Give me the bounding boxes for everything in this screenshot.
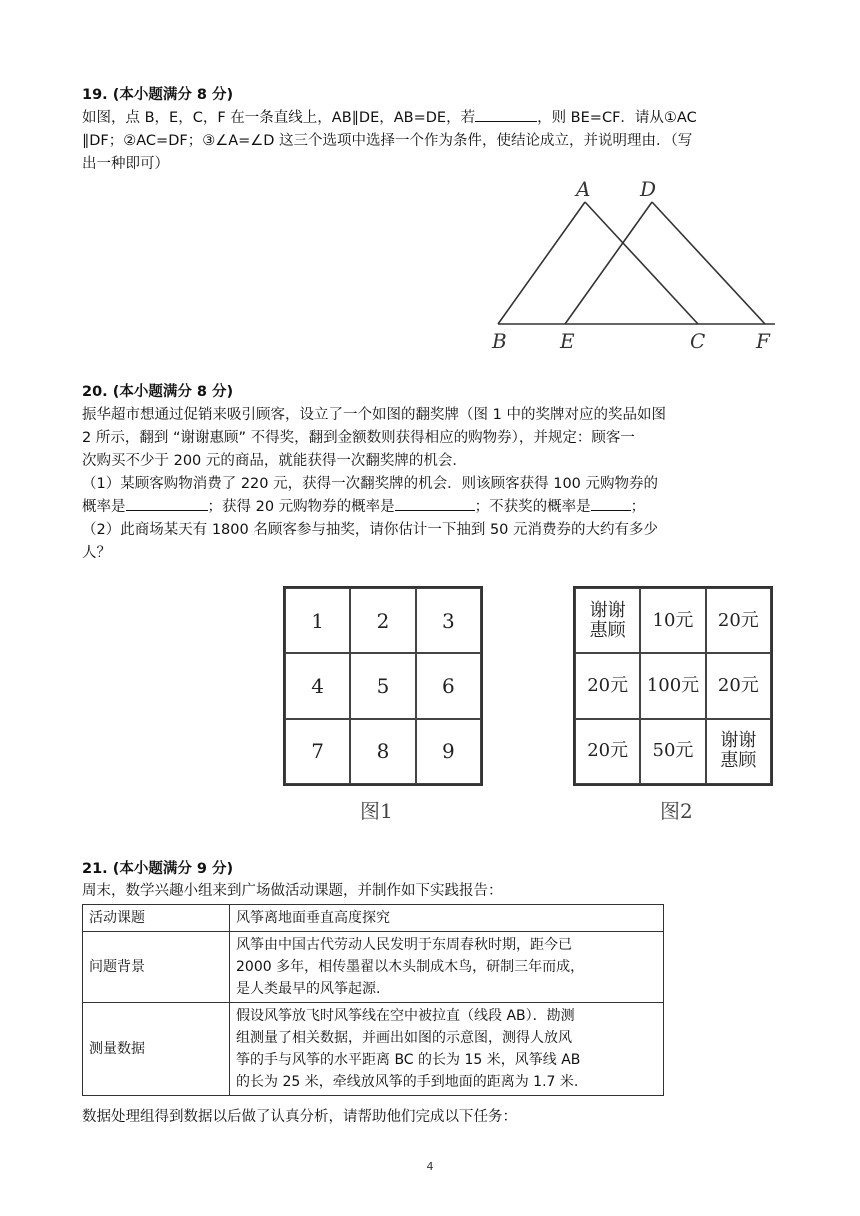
- label-d: D: [640, 177, 657, 201]
- prize-cell-1: 谢谢 惠顾: [575, 588, 640, 653]
- row-value-line: 组测量了相关数据，并画出如图的示意图，测得人放风: [236, 1030, 572, 1046]
- row-value-line: 风筝离地面垂直高度探究: [236, 910, 390, 926]
- segment-ab: [498, 202, 585, 324]
- card-7: 7: [285, 719, 350, 784]
- row-value-line: 2000 多年，相传墨翟以木头制成木鸟，研制三年而成，: [236, 959, 585, 975]
- q20-line2: 2 所示，翻到 “谢谢惠顾” 不得奖，翻到金额数则获得相应的购物券），并规定：顾客一: [82, 430, 635, 446]
- prize-cell-7: 20元: [575, 719, 640, 784]
- q19-line1-end: ，则 BE=CF．请从①AC: [537, 110, 697, 126]
- q20-heading: 20. (本小题满分 8 分): [82, 384, 234, 400]
- q19-heading: 19. (本小题满分 8 分): [82, 87, 234, 103]
- card-9: 9: [416, 719, 481, 784]
- table-row: [83, 932, 664, 1003]
- prize-cell-8: 50元: [640, 719, 705, 784]
- card-6: 6: [416, 653, 481, 718]
- q20-sub2-line2: 人？: [82, 545, 111, 561]
- label-c: C: [690, 329, 706, 353]
- prize-cell-5: 100元: [640, 653, 705, 718]
- q19-line2: ∥DF；②AC=DF；③∠A=∠D 这三个选项中选择一个作为条件，使结论成立，并说明理由．（写: [82, 133, 693, 149]
- q19-line3: 出一种即可）: [82, 156, 169, 172]
- prize-cell-9: 谢谢 惠顾: [706, 719, 771, 784]
- card-4: 4: [285, 653, 350, 718]
- label-a: A: [576, 177, 591, 201]
- row-value: [230, 905, 664, 932]
- row-value: [230, 1003, 664, 1096]
- prize-cell-6: 20元: [706, 653, 771, 718]
- q20-sub1-text-d: ；: [630, 499, 646, 515]
- card-8: 8: [350, 719, 415, 784]
- q20-blank-20yuan: [395, 496, 475, 511]
- figure1-card-grid: [283, 586, 483, 786]
- row-key: 问题背景: [83, 932, 230, 1003]
- q20-blank-100yuan: [126, 496, 208, 511]
- q20-line3: 次购买不少于 200 元的商品，就能获得一次翻奖牌的机会．: [82, 453, 467, 469]
- figure1-caption: 图1: [360, 799, 393, 823]
- q20-blank-no-prize: [591, 496, 631, 511]
- card-2: 2: [350, 588, 415, 653]
- prize-cell-2: 10元: [640, 588, 705, 653]
- row-key: 测量数据: [83, 1003, 230, 1096]
- segment-df: [652, 202, 765, 324]
- q20-sub1-text-a: 概率是: [82, 499, 126, 515]
- q21-intro: 周末，数学兴趣小组来到广场做活动课题，并制作如下实践报告：: [82, 883, 503, 899]
- page-number: 4: [426, 1160, 434, 1173]
- card-5: 5: [350, 653, 415, 718]
- segment-de: [565, 202, 652, 324]
- table-row: [83, 1003, 664, 1096]
- q20-sub1-text-c: ；不获奖的概率是: [474, 499, 591, 515]
- label-b: B: [492, 329, 507, 353]
- label-f: F: [756, 329, 770, 353]
- q20-sub1-line2: [82, 496, 782, 519]
- q20-sub1-text-b: ；获得 20 元购物券的概率是: [207, 499, 395, 515]
- figure2-caption: 图2: [660, 799, 693, 823]
- practice-report-table: [82, 904, 664, 1096]
- row-value-line: 是人类最早的风筝起源.: [236, 981, 381, 997]
- prize-cell-3: 20元: [706, 588, 771, 653]
- card-3: 3: [416, 588, 481, 653]
- label-e: E: [560, 329, 575, 353]
- q21-heading: 21. (本小题满分 9 分): [82, 861, 234, 877]
- q19-triangle-figure: [480, 172, 790, 357]
- q20-sub2-line1: （2）此商场某天有 1800 名顾客参与抽奖，请你估计一下抽到 50 元消费券的大约有多少: [82, 522, 659, 538]
- q19-answer-blank: [475, 107, 537, 122]
- row-key: 活动课题: [83, 905, 230, 932]
- segment-ac: [585, 202, 698, 324]
- row-value-line: 假设风筝放飞时风筝线在空中被拉直（线段 AB）．勘测: [236, 1008, 575, 1024]
- q21-outro: 数据处理组得到数据以后做了认真分析，请帮助他们完成以下任务：: [82, 1109, 517, 1125]
- q19-line1-start: 如图，点 B，E，C，F 在一条直线上，AB∥DE，AB=DE，若: [82, 110, 476, 126]
- q20-line1: 振华超市想通过促销来吸引顾客，设立了一个如图的翻奖牌（图 1 中的奖牌对应的奖品如图: [82, 407, 666, 423]
- row-value-line: 的长为 25 米，牵线放风筝的手到地面的距离为 1.7 米.: [236, 1074, 579, 1090]
- card-1: 1: [285, 588, 350, 653]
- row-value-line: 筝的手与风筝的水平距离 BC 的长为 15 米，风筝线 AB: [236, 1052, 581, 1068]
- q20-sub1-line1: （1）某顾客购物消费了 220 元，获得一次翻奖牌的机会．则该顾客获得 100 元购物券的: [82, 476, 659, 492]
- prize-cell-4: 20元: [575, 653, 640, 718]
- row-value: [230, 932, 664, 1003]
- row-value-line: 风筝由中国古代劳动人民发明于东周春秋时期，距今已: [236, 937, 572, 953]
- figure2-prize-grid: [573, 586, 773, 786]
- table-row: [83, 905, 664, 932]
- q19-line1: [82, 107, 782, 130]
